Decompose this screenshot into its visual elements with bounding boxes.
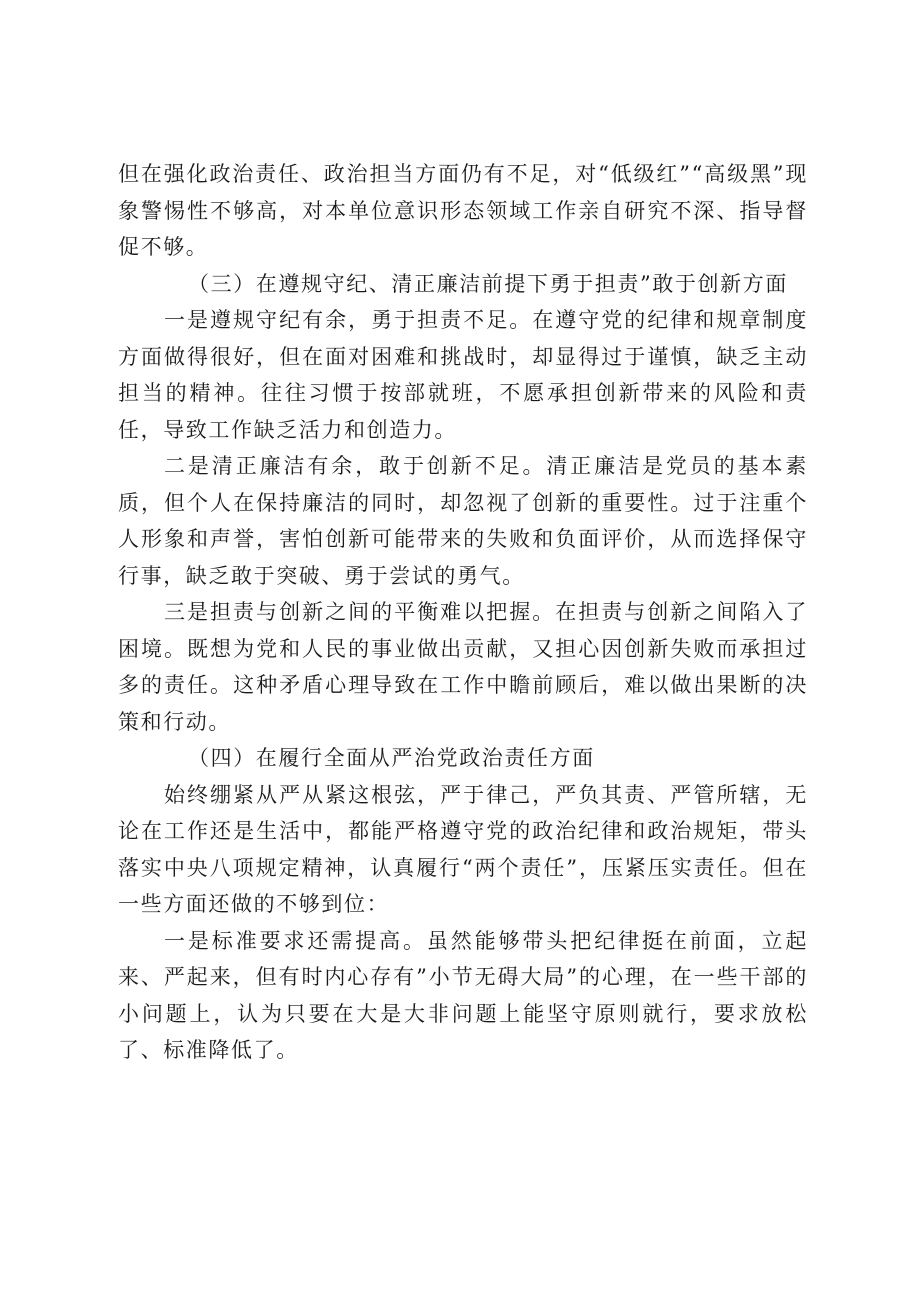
paragraph-body: 二是清正廉洁有余，敢于创新不足。清正廉洁是党员的基本素质，但个人在保持廉洁的同时，却忽视了创新的重要性。过于注重个人形象和声誉，害怕创新可能带来的失败和负面评价，从而选择保守行事，缺乏敢于突破、勇于尝试的勇气。	[118, 454, 808, 588]
paragraph-body: 一是标准要求还需提高。虽然能够带头把纪律挺在前面，立起来、严起来，但有时内心存有”小节无碍大局”的心理，在一些干部的小问题上，认为只要在大是大非问题上能坚守原则就行，要求放松了、标准降低了。	[118, 928, 808, 1062]
document-body	[118, 156, 808, 1069]
section-heading-four: （四）在履行全面从严治党政治责任方面	[188, 746, 595, 770]
section-heading-three: （三）在遵规守纪、清正廉洁前提下勇于担责”敢于创新方面	[188, 271, 788, 296]
paragraph-body: 三是担责与创新之间的平衡难以把握。在担责与创新之间陷入了困境。既想为党和人民的事业做出贡献，又担心因创新失败而承担过多的责任。这种矛盾心理导致在工作中瞻前顾后，难以做出果断的决策和行动。	[118, 600, 808, 734]
paragraph-continuation: 但在强化政治责任、政治担当方面仍有不足，对“低级红”“高级黑”现象警惕性不够高，对本单位意识形态领域工作亲自研究不深、指导督促不够。	[118, 162, 808, 259]
paragraph-body: 始终绷紧从严从紧这根弦，严于律己，严负其责、严管所辖，无论在工作还是生活中，都能严格遵守党的政治纪律和政治规矩，带头落实中央八项规定精神，认真履行“两个责任”，压紧压实责任。但在一些方面还做的不够到位：	[118, 782, 808, 916]
paragraph-body: 一是遵规守纪有余，勇于担责不足。在遵守党的纪律和规章制度方面做得很好，但在面对困难和挑战时，却显得过于谨慎，缺乏主动担当的精神。往往习惯于按部就班，不愿承担创新带来的风险和责任，导致工作缺乏活力和创造力。	[118, 308, 808, 442]
